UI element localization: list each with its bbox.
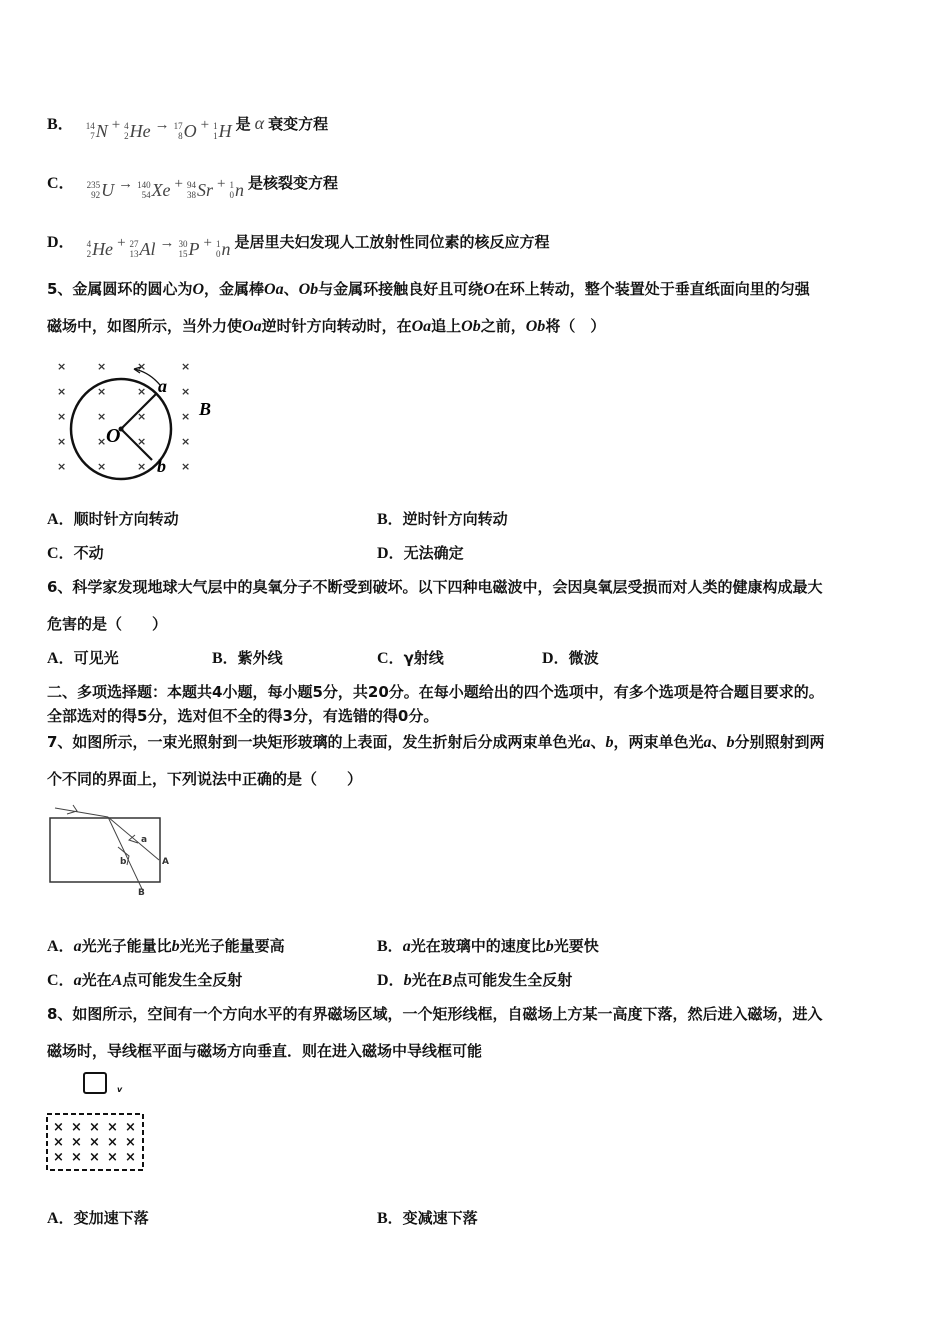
field-cross-mark: ×: [57, 410, 67, 423]
isotope-numbers: [230, 180, 235, 200]
text-segment: 磁场时，导线框平面与磁场方向垂直．则在进入磁场中导线框可能: [47, 1042, 483, 1060]
answer-option[interactable]: [377, 509, 508, 530]
option-letter: B．: [47, 116, 74, 133]
text-segment: 是居里夫妇发现人工放射性同位素的核反应方程: [234, 233, 550, 251]
label-b: b: [157, 456, 166, 476]
mass-number: 17: [173, 121, 183, 131]
field-cross-mark: ×: [53, 1135, 64, 1150]
variable-text: b: [605, 734, 614, 751]
nuclide: [87, 180, 115, 200]
atomic-number: 1: [213, 131, 218, 141]
isotope-numbers: [86, 121, 95, 141]
text-segment: ．紫外线: [222, 649, 283, 667]
field-cross-mark: ×: [89, 1120, 100, 1135]
text-segment: 之前，: [480, 317, 526, 335]
field-cross-mark: ×: [181, 385, 191, 398]
text-line: [47, 1004, 822, 1024]
mass-number: 14: [85, 121, 95, 131]
atomic-number: 92: [91, 190, 101, 200]
text-segment: ．不动: [58, 544, 104, 562]
mass-number: 1: [213, 121, 218, 131]
arrow: →: [118, 176, 134, 192]
answer-option[interactable]: [377, 648, 444, 669]
label-B-field: B: [199, 399, 212, 419]
mass-number: 30: [178, 239, 188, 249]
label-b: b: [120, 857, 127, 867]
variable-text: b: [171, 938, 180, 955]
text-line: [47, 732, 825, 753]
text-line: [47, 279, 810, 300]
text-segment: ．: [58, 971, 74, 989]
atomic-number: 54: [141, 190, 151, 200]
text-segment: ，两束单色光: [613, 733, 704, 751]
field-cross-mark: ×: [137, 360, 147, 373]
text-segment: 是核裂变方程: [248, 174, 339, 192]
text-segment: 个不同的界面上，下列说法中正确的是（ ）: [47, 770, 363, 788]
answer-option[interactable]: [47, 648, 119, 669]
answer-option[interactable]: [47, 1208, 149, 1229]
option-letter: A: [47, 938, 59, 955]
text-segment: 点可能发生全反射: [452, 971, 573, 989]
text-segment: ．变减速下落: [387, 1209, 478, 1227]
variable-text: Ob: [461, 318, 481, 335]
answer-option[interactable]: [47, 543, 104, 564]
text-segment: 追上: [431, 317, 462, 335]
atomic-number: 2: [124, 131, 129, 141]
field-cross-mark: ×: [97, 410, 107, 423]
plus-sign: +: [174, 176, 184, 192]
isotope-numbers: [174, 121, 183, 141]
atomic-number: 7: [90, 131, 95, 141]
atomic-number: 0: [216, 249, 221, 259]
mass-number: 235: [86, 180, 101, 190]
field-cross-mark: ×: [97, 385, 107, 398]
isotope-numbers: [137, 180, 151, 200]
label-a: a: [158, 376, 167, 396]
text-line: [47, 682, 824, 702]
text-segment: 将（ ）: [545, 317, 606, 335]
option-letter: B: [212, 650, 223, 667]
text-line: [47, 706, 438, 726]
option-letter: D．: [47, 234, 75, 251]
answer-option[interactable]: [377, 936, 599, 957]
nuclide: [230, 180, 245, 200]
plus-sign: +: [111, 117, 121, 133]
text-segment: ．: [58, 937, 74, 955]
text-segment: 二、多项选择题：本题共4小题，每小题5分，共20分。在每小题给出的四个选项中，有多个选项是符合题目要求的。: [47, 683, 824, 701]
nuclide: [216, 239, 231, 259]
text-segment: 7、如图所示，一束光照射到一块矩形玻璃的上表面，发生折射后分成两束单色光: [47, 733, 583, 751]
text-segment: 8、如图所示，空间有一个方向水平的有界磁场区域，一个矩形线框，自磁场上方某一高度下落，然后进入磁场，进入: [47, 1005, 823, 1023]
field-cross-mark: ×: [181, 435, 191, 448]
nuclide: [137, 180, 170, 200]
figure-magnetic-region: [44, 1070, 154, 1175]
answer-option[interactable]: [377, 1208, 478, 1229]
nuclear-equation: [86, 113, 232, 141]
element-symbol: N: [95, 121, 108, 141]
atomic-number: 0: [229, 190, 234, 200]
label-a: a: [141, 835, 148, 845]
plus-sign: +: [203, 235, 212, 251]
text-segment: ．微波: [553, 649, 599, 667]
atomic-number: 2: [86, 249, 92, 259]
isotope-numbers: [187, 180, 196, 200]
nuclide: [174, 121, 197, 141]
text-segment: ．无法确定: [388, 544, 464, 562]
isotope-numbers: [213, 121, 218, 141]
text-segment: 光光子能量要高: [179, 937, 285, 955]
option-letter: D: [377, 545, 389, 562]
text-segment: 5、金属圆环的圆心为: [47, 280, 193, 298]
text-segment: 是: [235, 115, 251, 133]
text-segment: 、: [711, 733, 727, 751]
text-line: [47, 614, 167, 634]
option-letter: C: [47, 972, 59, 989]
mass-number: 94: [187, 180, 197, 190]
field-cross-mark: ×: [125, 1120, 136, 1135]
variable-text: a: [73, 938, 82, 955]
text-segment: ．顺时针方向转动: [58, 510, 179, 528]
text-segment: ．: [387, 937, 403, 955]
text-segment: 分别照射到两: [734, 733, 825, 751]
option-letter: A: [47, 650, 59, 667]
option-letter: C．: [47, 175, 75, 192]
text-segment: ．: [388, 971, 404, 989]
label-B: B: [138, 888, 145, 898]
plus-sign: +: [217, 176, 226, 192]
variable-text: b: [545, 938, 554, 955]
mass-number: 1: [229, 180, 234, 190]
element-symbol: Al: [139, 239, 156, 259]
field-cross-mark: ×: [137, 460, 147, 473]
field-cross-mark: ×: [89, 1135, 100, 1150]
answer-option[interactable]: [212, 648, 283, 669]
element-symbol: He: [129, 121, 151, 141]
answer-option[interactable]: [47, 172, 338, 200]
element-symbol: n: [221, 239, 231, 259]
text-line: [47, 769, 362, 789]
variable-text: a: [73, 972, 82, 989]
answer-option[interactable]: [47, 509, 179, 530]
figure-glass-refraction: [45, 798, 195, 900]
nuclide: [87, 239, 114, 259]
text-segment: 6、科学家发现地球大气层中的臭氧分子不断受到破坏。以下四种电磁波中，会因臭氧层受损而对人类的健康构成最大: [47, 578, 823, 596]
text-segment: 光要快: [553, 937, 599, 955]
variable-text: Oa: [411, 318, 432, 335]
field-cross-mark: ×: [181, 410, 191, 423]
atomic-number: 8: [178, 131, 183, 141]
figure-rotating-rods: [45, 350, 215, 495]
mass-number: 140: [137, 180, 151, 190]
nuclear-equation: [87, 231, 231, 259]
field-cross-mark: ×: [53, 1120, 64, 1135]
field-cross-mark: ×: [97, 435, 107, 448]
answer-option[interactable]: [47, 113, 328, 141]
isotope-numbers: [124, 121, 129, 141]
variable-text: b: [403, 972, 412, 989]
text-segment: 光在: [81, 971, 112, 989]
variable-text: b: [726, 734, 735, 751]
field-cross-mark: ×: [181, 360, 191, 373]
text-segment: 衰变方程: [268, 115, 329, 133]
field-cross-mark: ×: [137, 435, 147, 448]
greek-alpha: α: [254, 113, 265, 133]
text-segment: ．逆时针方向转动: [387, 510, 508, 528]
field-cross-mark: ×: [57, 460, 67, 473]
mass-number: 27: [129, 239, 139, 249]
nuclide: [213, 121, 232, 141]
field-cross-mark: ×: [107, 1120, 118, 1135]
variable-text: Oa: [242, 318, 262, 335]
nuclear-equation: [87, 172, 244, 200]
atomic-number: 15: [178, 249, 188, 259]
isotope-numbers: [87, 239, 92, 259]
variable-text: Oa: [264, 281, 284, 298]
text-line: [47, 1041, 482, 1061]
variable-text: O: [483, 281, 495, 298]
option-letter: B: [377, 1210, 388, 1227]
nuclide: [179, 239, 200, 259]
text-segment: ．可见光: [58, 649, 119, 667]
arrow: →: [154, 117, 170, 133]
text-segment: ．γ射线: [388, 649, 444, 667]
variable-text: a: [582, 734, 591, 751]
answer-option[interactable]: [377, 970, 572, 991]
text-segment: 、: [590, 733, 606, 751]
field-cross-mark: ×: [57, 360, 67, 373]
text-segment: 光光子能量比: [81, 937, 172, 955]
variable-text: Ob: [298, 281, 319, 298]
variable-text: a: [402, 938, 411, 955]
isotope-numbers: [87, 180, 101, 200]
element-symbol: P: [188, 239, 200, 259]
field-cross-mark: ×: [137, 410, 147, 423]
isotope-numbers: [130, 239, 139, 259]
element-symbol: n: [235, 180, 244, 200]
text-segment: 磁场中，如图所示，当外力使: [47, 317, 243, 335]
field-cross-mark: ×: [181, 460, 191, 473]
atomic-number: 13: [129, 249, 139, 259]
plus-sign: +: [117, 235, 126, 251]
field-cross-mark: ×: [125, 1135, 136, 1150]
option-letter: A: [47, 511, 59, 528]
field-cross-mark: ×: [107, 1150, 118, 1165]
isotope-numbers: [179, 239, 188, 259]
field-cross-mark: ×: [97, 460, 107, 473]
variable-text: B: [441, 972, 453, 989]
variable-text: a: [703, 734, 712, 751]
option-letter: C: [47, 545, 59, 562]
variable-text: A: [111, 972, 123, 989]
text-segment: ．变加速下落: [58, 1209, 149, 1227]
element-symbol: Xe: [151, 180, 171, 200]
plus-sign: +: [200, 117, 210, 133]
field-cross-mark: ×: [71, 1135, 82, 1150]
text-segment: 光在玻璃中的速度比: [410, 937, 546, 955]
mass-number: 4: [124, 121, 129, 131]
option-letter: A: [47, 1210, 59, 1227]
text-segment: 逆时针方向转动时，在: [261, 317, 412, 335]
label-O: O: [106, 425, 121, 447]
option-letter: B: [377, 938, 388, 955]
text-segment: ，金属棒: [204, 280, 265, 298]
option-letter: B: [377, 511, 388, 528]
text-segment: 光在: [411, 971, 442, 989]
isotope-numbers: [216, 239, 221, 259]
element-symbol: Sr: [197, 180, 214, 200]
field-cross-mark: ×: [107, 1135, 118, 1150]
mass-number: 1: [216, 239, 221, 249]
label-A: A: [162, 857, 169, 867]
text-segment: 在环上转动，整个装置处于垂直纸面向里的匀强: [494, 280, 810, 298]
text-segment: 与金属环接触良好且可绕: [318, 280, 484, 298]
element-symbol: U: [101, 180, 115, 200]
field-cross-mark: ×: [97, 360, 107, 373]
element-symbol: O: [183, 121, 197, 141]
option-letter: C: [377, 650, 389, 667]
variable-text: Ob: [525, 318, 546, 335]
label-v: v: [117, 1085, 123, 1094]
text-segment: 、: [283, 280, 299, 298]
text-segment: 全部选对的得5分，选对但不全的得3分，有选错的得0分。: [47, 707, 439, 725]
field-cross-mark: ×: [137, 385, 147, 398]
nuclide: [124, 121, 151, 141]
text-segment: 危害的是（ ）: [47, 615, 168, 633]
nuclide: [130, 239, 156, 259]
text-line: [47, 316, 605, 337]
option-letter: D: [377, 972, 389, 989]
answer-option[interactable]: [47, 231, 550, 259]
field-cross-mark: ×: [57, 435, 67, 448]
field-cross-mark: ×: [71, 1150, 82, 1165]
answer-option[interactable]: [47, 936, 285, 957]
answer-option[interactable]: [47, 970, 242, 991]
nuclide: [187, 180, 213, 200]
variable-text: O: [192, 281, 205, 298]
text-line: [47, 577, 822, 597]
element-symbol: He: [92, 239, 114, 259]
answer-option[interactable]: [377, 543, 464, 564]
mass-number: 4: [86, 239, 92, 249]
field-cross-mark: ×: [125, 1150, 136, 1165]
atomic-number: 38: [187, 190, 197, 200]
field-cross-mark: ×: [57, 385, 67, 398]
field-cross-mark: ×: [71, 1120, 82, 1135]
text-segment: 点可能发生全反射: [122, 971, 243, 989]
field-cross-mark: ×: [89, 1150, 100, 1165]
answer-option[interactable]: [542, 648, 599, 669]
option-letter: D: [542, 650, 554, 667]
field-cross-mark: ×: [53, 1150, 64, 1165]
nuclide: [86, 121, 108, 141]
element-symbol: H: [218, 121, 232, 141]
arrow: →: [159, 235, 175, 251]
